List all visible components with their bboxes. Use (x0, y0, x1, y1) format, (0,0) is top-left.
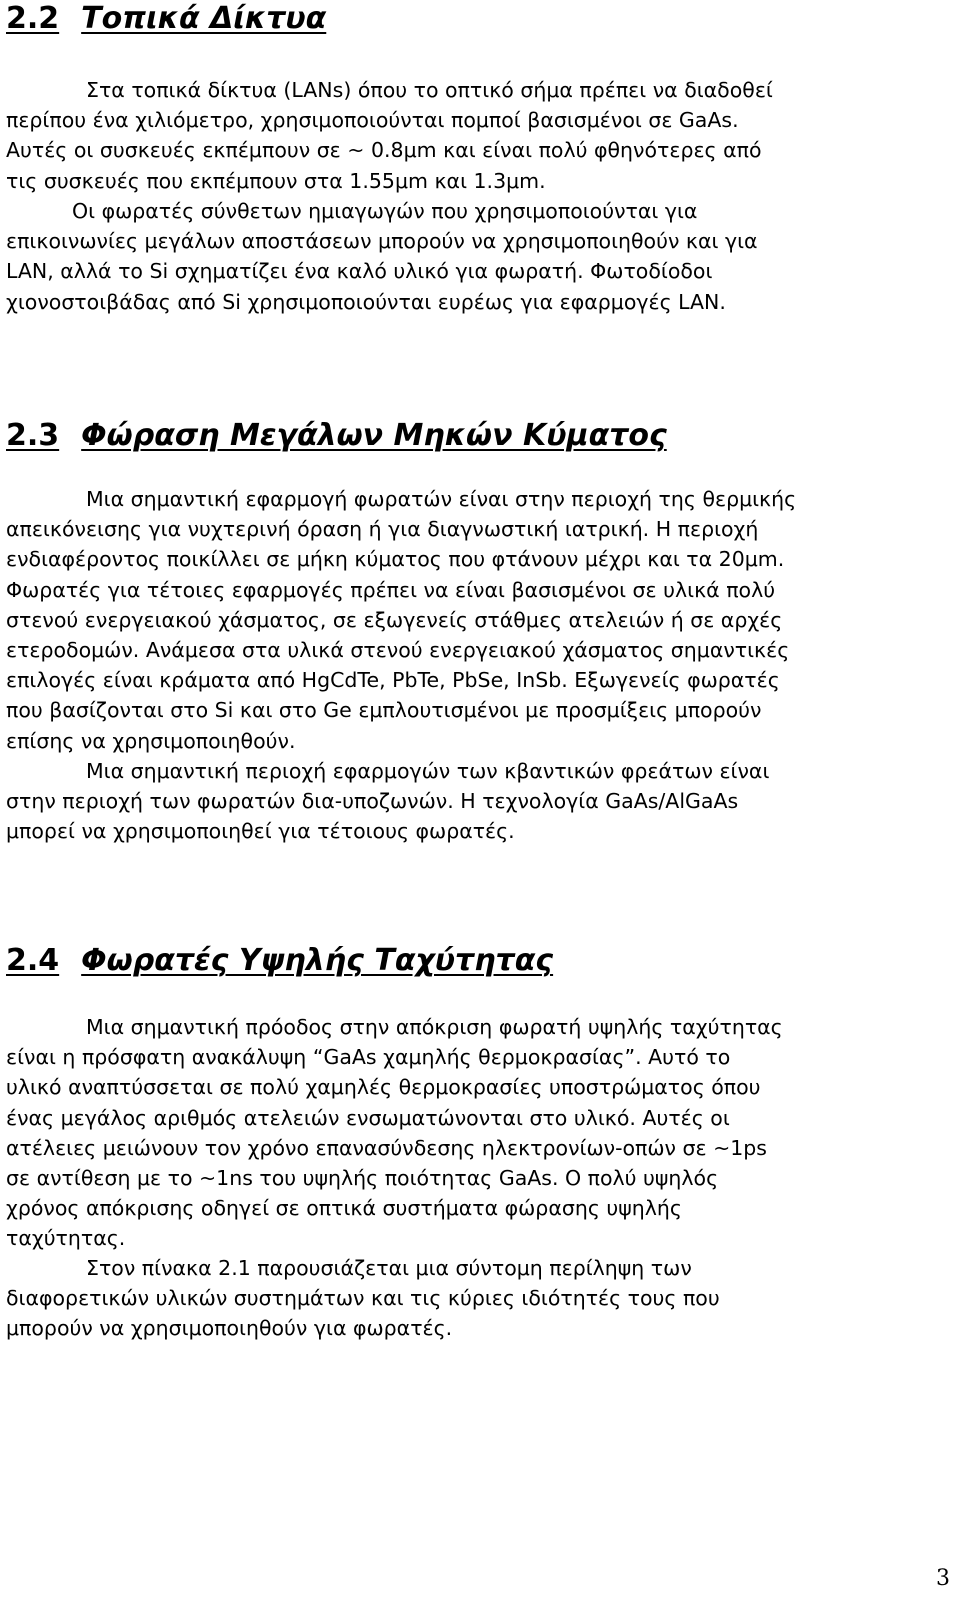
text-line: ετεροδομών. Ανάμεσα στα υλικά στενού ενεργειακού χάσματος σημαντικές (6, 638, 790, 663)
text-line: Οι φωρατές σύνθετων ημιαγωγών που χρησιμοποιούνται για (72, 199, 698, 223)
section-number: 2.2 (6, 1, 60, 36)
paragraph (6, 484, 796, 756)
text-line: χρόνος απόκρισης οδηγεί σε οπτικά συστήματα φώρασης υψηλής (6, 1196, 682, 1221)
text-line: που βασίζονται στο Si και στο Ge εμπλουτισμένοι με προσμίξεις μπορούν (6, 698, 762, 723)
text-line: επίσης να χρησιμοποιηθούν. (6, 728, 296, 753)
section-number: 2.3 (6, 418, 60, 453)
page-number: 3 (936, 1566, 950, 1591)
text-line: μπορούν να χρησιμοποιηθούν για φωρατές. (6, 1316, 453, 1341)
paragraph (6, 756, 769, 847)
paragraph (6, 75, 773, 196)
text-line: ένας μεγάλος αριθμός ατελειών ενσωματώνονται στο υλικό. Αυτές οι (6, 1105, 730, 1130)
section-heading (6, 943, 553, 979)
text-line: διαφορετικών υλικών συστημάτων και τις κύριες ιδιότητές τους που (6, 1286, 720, 1311)
text-line: Μια σημαντική περιοχή εφαρμογών των κβαντικών φρεάτων είναι (86, 759, 770, 783)
text-line: ενδιαφέροντος ποικίλλει σε μήκη κύματος που φτάνουν μέχρι και τα 20μm. (6, 547, 785, 572)
text-line: ατέλειες μειώνουν τον χρόνο επανασύνδεσης ηλεκτρονίων-οπών σε ~1ps (6, 1135, 767, 1160)
text-line: LAN, αλλά το Si σχηματίζει ένα καλό υλικό για φωρατή. Φωτοδίοδοι (6, 259, 713, 284)
text-line: Στον πίνακα 2.1 παρουσιάζεται μια σύντομη περίληψη των (86, 1256, 692, 1280)
text-line: Φωρατές για τέτοιες εφαρμογές πρέπει να είναι βασισμένοι σε υλικά πολύ (6, 577, 776, 602)
text-line: στενού ενεργειακού χάσματος, σε εξωγενείς στάθμες ατελειών ή σε αρχές (6, 607, 783, 632)
text-line: επιλογές είναι κράματα από HgCdTe, PbTe, PbSe, InSb. Εξωγενείς φωρατές (6, 668, 780, 693)
text-line: χιονοστοιβάδας από Si χρησιμοποιούνται ευρέως για εφαρμογές LAN. (6, 289, 726, 314)
section-heading (6, 418, 667, 454)
paragraph (6, 196, 758, 317)
section-heading (6, 1, 326, 37)
text-line: απεικόνεισης για νυχτερινή όραση ή για διαγνωστική ιατρική. Η περιοχή (6, 517, 759, 542)
text-line: ταχύτητας. (6, 1226, 126, 1251)
text-line: υλικό αναπτύσσεται σε πολύ χαμηλές θερμοκρασίες υποστρώματος όπου (6, 1075, 761, 1100)
text-line: Μια σημαντική εφαρμογή φωρατών είναι στην περιοχή της θερμικής (86, 487, 797, 511)
text-line: είναι η πρόσφατη ανακάλυψη “GaAs χαμηλής θερμοκρασίας”. Αυτό το (6, 1045, 731, 1070)
text-line: Αυτές οι συσκευές εκπέμπουν σε ~ 0.8μm και είναι πολύ φθηνότερες από (6, 138, 762, 163)
text-line: Στα τοπικά δίκτυα (LANs) όπου το οπτικό σήμα πρέπει να διαδοθεί (86, 78, 773, 102)
text-line: Μια σημαντική πρόοδος στην απόκριση φωρατή υψηλής ταχύτητας (86, 1015, 783, 1039)
text-line: τις συσκευές που εκπέμπουν στα 1.55μm και 1.3μm. (6, 168, 546, 193)
section-title: Φωρατές Υψηλής Ταχύτητας (81, 943, 554, 978)
text-line: στην περιοχή των φωρατών δια-υποζωνών. Η τεχνολογία GaAs/AlGaAs (6, 789, 739, 814)
paragraph (6, 1012, 783, 1254)
text-line: επικοινωνίες μεγάλων αποστάσεων μπορούν να χρησιμοποιηθούν και για (6, 229, 758, 254)
text-line: περίπου ένα χιλιόμετρο, χρησιμοποιούνται πομποί βασισμένοι σε GaAs. (6, 108, 739, 133)
section-title: Τοπικά Δίκτυα (81, 1, 327, 36)
section-number: 2.4 (6, 943, 60, 978)
paragraph (6, 1253, 720, 1344)
section-title: Φώραση Μεγάλων Μηκών Κύματος (81, 418, 667, 453)
text-line: σε αντίθεση με το ~1ns του υψηλής ποιότητας GaAs. Ο πολύ υψηλός (6, 1166, 719, 1191)
text-line: μπορεί να χρησιμοποιηθεί για τέτοιους φωρατές. (6, 819, 515, 844)
